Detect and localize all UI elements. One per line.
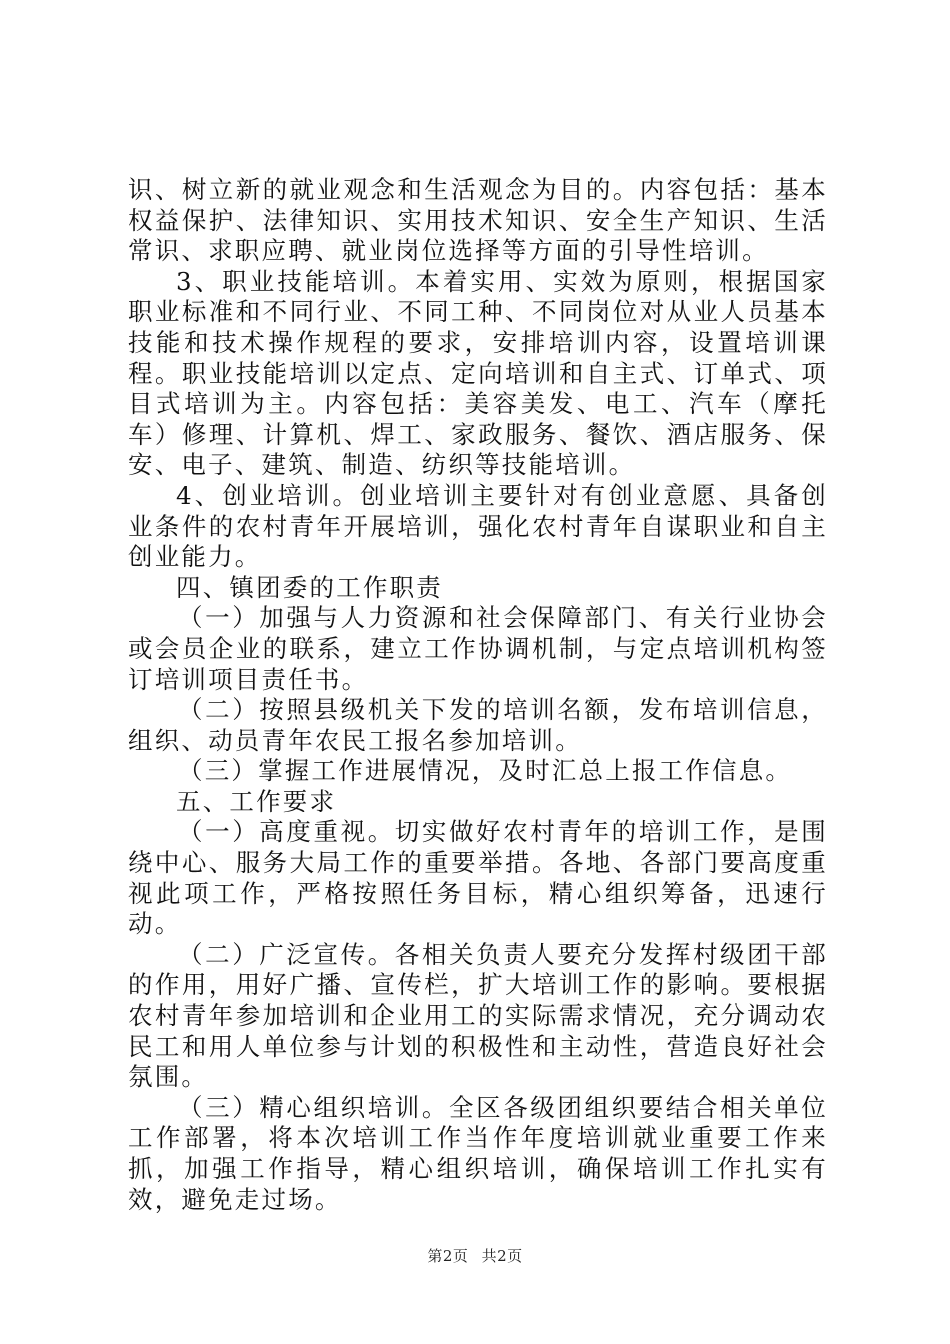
- paragraph-duty-2: （二）按照县级机关下发的培训名额，发布培训信息，组织、动员青年农民工报名参加培训。: [128, 695, 828, 755]
- paragraph-requirement-3: （三）精心组织培训。全区各级团组织要结合相关单位工作部署，将本次培训工作当作年度培训就业重要工作来抓，加强工作指导，精心组织培训，确保培训工作扎实有效，避免走过场。: [128, 1092, 828, 1214]
- page-number: 第2页: [427, 1247, 469, 1265]
- page-total: 共2页: [481, 1247, 523, 1265]
- page-footer: [0, 1245, 950, 1266]
- paragraph-requirement-2: （二）广泛宣传。各相关负责人要充分发挥村级团干部的作用，用好广播、宣传栏，扩大培训工作的影响。要根据农村青年参加培训和企业用工的实际需求情况，充分调动农民工和用人单位参与计划的积极性和主动性，营造良好社会氛围。: [128, 939, 828, 1092]
- section-heading-requirements: 五、工作要求: [176, 786, 337, 816]
- section-heading-duties: 四、镇团委的工作职责: [176, 572, 443, 602]
- paragraph-vocational-training: 3、职业技能培训。本着实用、实效为原则，根据国家职业标准和不同行业、不同工种、不同岗位对从业人员基本技能和技术操作规程的要求，安排培训内容，设置培训课程。职业技能培训以定点、定向培训和自主式、订单式、项目式培训为主。内容包括：美容美发、电工、汽车（摩托车）修理、计算机、焊工、家政服务、餐饮、酒店服务、保安、电子、建筑、制造、纺织等技能培训。: [128, 266, 828, 480]
- paragraph-entrepreneurship-training: 4、创业培训。创业培训主要针对有创业意愿、具备创业条件的农村青年开展培训，强化农村青年自谋职业和自主创业能力。: [128, 480, 828, 572]
- document-body: [128, 175, 828, 1215]
- paragraph-duty-3: （三）掌握工作进展情况，及时汇总上报工作信息。: [178, 756, 793, 786]
- paragraph-continuation: 识、树立新的就业观念和生活观念为目的。内容包括：基本权益保护、法律知识、实用技术知识、安全生产知识、生活常识、求职应聘、就业岗位选择等方面的引导性培训。: [128, 175, 828, 266]
- paragraph-requirement-1: （一）高度重视。切实做好农村青年的培训工作，是围绕中心、服务大局工作的重要举措。各地、各部门要高度重视此项工作，严格按照任务目标，精心组织筹备，迅速行动。: [128, 817, 828, 939]
- paragraph-duty-1: （一）加强与人力资源和社会保障部门、有关行业协会或会员企业的联系，建立工作协调机制，与定点培训机构签订培训项目责任书。: [128, 603, 828, 694]
